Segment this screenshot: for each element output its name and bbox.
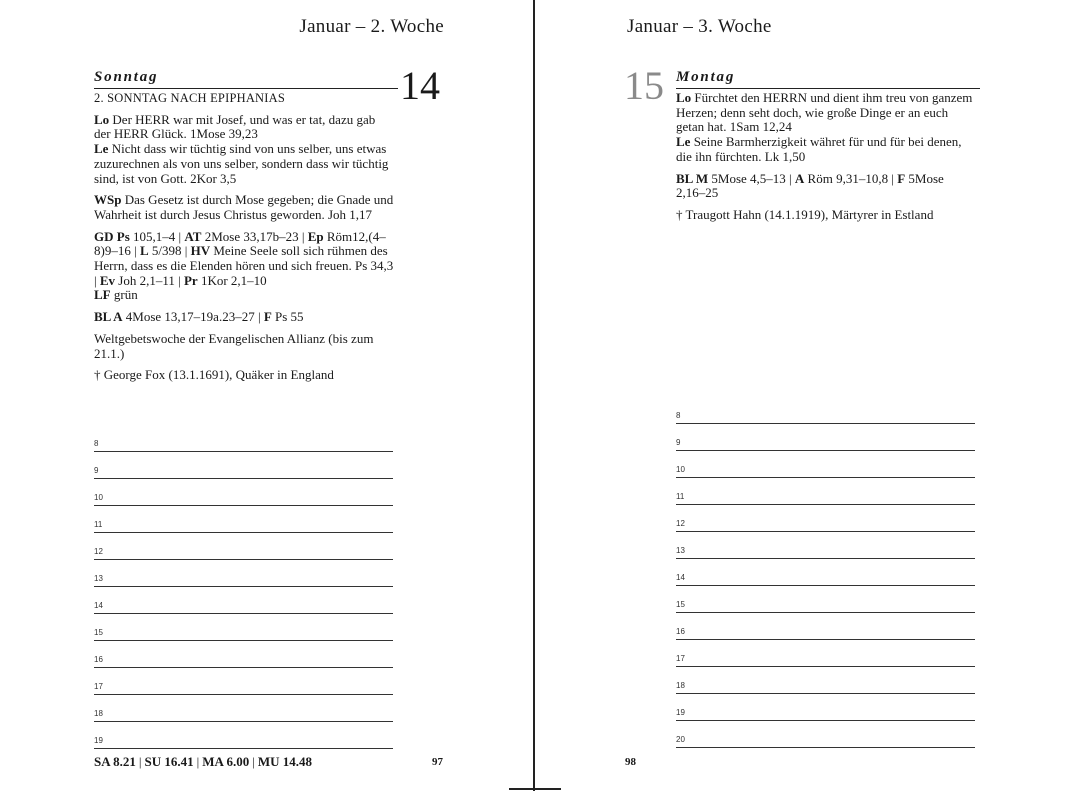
hour-line xyxy=(676,505,975,532)
memorial: † Traugott Hahn (14.1.1919), Märtyrer in Estland xyxy=(676,206,934,222)
hour-label: 18 xyxy=(676,681,685,690)
hour-label: 10 xyxy=(94,493,103,502)
hour-line xyxy=(94,506,393,533)
bl-text: 5Mose 4,5–13 | xyxy=(708,170,795,186)
hour-line xyxy=(676,613,975,640)
le-label: Le xyxy=(94,141,109,157)
sunday-name: 2. SONNTAG NACH EPIPHANIAS xyxy=(94,91,286,105)
hour-line xyxy=(94,587,393,614)
hour-label: 16 xyxy=(94,655,103,664)
service-readings xyxy=(94,230,394,304)
l-text: 5/398 | xyxy=(148,243,191,259)
hour-line xyxy=(94,722,393,749)
hour-line xyxy=(94,479,393,506)
hour-line xyxy=(676,559,975,586)
bl-text: 4Mose 13,17–19a.23–27 | xyxy=(122,309,264,325)
note: Weltgebetswoche der Evangelischen Allianz (bis zum 21.1.) xyxy=(94,330,374,361)
at-label: AT xyxy=(184,228,202,244)
hour-line xyxy=(676,532,975,559)
hour-label: 17 xyxy=(94,682,103,691)
hour-label: 20 xyxy=(676,735,685,744)
hour-line xyxy=(676,721,975,748)
hour-line xyxy=(676,667,975,694)
hv-text: Meine Seele soll sich rühmen des Herrn, dass es die Elenden hören und sich freuen. Ps 34,3 | xyxy=(94,243,394,288)
hour-label: 13 xyxy=(94,574,103,583)
hour-line xyxy=(676,451,975,478)
hour-label: 9 xyxy=(676,438,681,447)
losung-block xyxy=(676,91,976,165)
a-label: A xyxy=(794,170,805,186)
hour-label: 15 xyxy=(676,600,685,609)
left-page xyxy=(0,0,534,791)
bl-label: BL M xyxy=(676,170,709,186)
hour-line xyxy=(676,640,975,667)
hour-line xyxy=(676,694,975,721)
sunset: SU 16.41 xyxy=(144,754,194,769)
moonrise: MA 6.00 xyxy=(202,754,250,769)
a-text: Röm 9,31–10,8 | xyxy=(804,170,898,186)
lo-label: Lo xyxy=(676,90,692,105)
hour-label: 10 xyxy=(676,465,685,474)
hour-label: 12 xyxy=(676,519,685,528)
memorial: † George Fox (13.1.1691), Quäker in England xyxy=(94,367,334,383)
lo-text: Der HERR war mit Josef, und was er tat, dazu gab der HERR Glück. 1Mose 39,23 xyxy=(94,111,376,142)
week-title: Januar – 3. Woche xyxy=(627,16,772,37)
losung-block xyxy=(94,113,394,187)
f-label: F xyxy=(263,309,272,325)
sun-moon-times xyxy=(94,754,312,770)
hour-lines xyxy=(676,397,975,748)
hour-line xyxy=(676,424,975,451)
pr-label: Pr xyxy=(183,272,198,288)
day-number: 14 xyxy=(400,66,440,106)
day-header xyxy=(676,68,980,89)
lo-label: Lo xyxy=(94,111,110,127)
day-name: Sonntag xyxy=(94,69,159,85)
separator: | xyxy=(138,754,142,769)
hour-line xyxy=(94,641,393,668)
hour-line xyxy=(94,425,393,452)
moonset: MU 14.48 xyxy=(257,754,312,769)
hour-label: 13 xyxy=(676,546,685,555)
gd-label: GD xyxy=(94,228,114,244)
le-text: Nicht dass wir tüchtig sind von uns selber, uns etwas zuzurechnen als von uns selber, sondern dass wir tüchtig sind, ist von Gott. 2Kor 3,5 xyxy=(94,141,389,186)
hour-line xyxy=(94,614,393,641)
day-header xyxy=(94,68,398,89)
day-content xyxy=(94,91,394,390)
hour-label: 14 xyxy=(94,601,103,610)
hour-label: 8 xyxy=(676,411,681,420)
at-text: 2Mose 33,17b–23 | xyxy=(201,228,308,244)
hour-line xyxy=(94,533,393,560)
hour-line xyxy=(94,695,393,722)
f-text: Ps 55 xyxy=(271,309,304,325)
hour-line xyxy=(94,560,393,587)
ep-text: Röm12,(4–8)9–16 | xyxy=(94,228,386,259)
week-title: Januar – 2. Woche xyxy=(299,16,444,37)
hour-label: 11 xyxy=(676,492,685,501)
hour-line xyxy=(676,586,975,613)
hour-line xyxy=(676,397,975,424)
hour-line xyxy=(676,478,975,505)
wsp-text: Das Gesetz ist durch Mose gegeben; die Gnade und Wahrheit ist durch Jesus Christus geworden. Joh 1,17 xyxy=(94,192,394,222)
day-number: 15 xyxy=(624,63,664,108)
pr-text: 1Kor 2,1–10 xyxy=(197,272,267,288)
lo-text: Fürchtet den HERRN und dient ihm treu von ganzem Herzen; denn seht doch, wie große Dinge er an euch getan hat. 1Sam 12,24 xyxy=(676,90,973,135)
hour-label: 9 xyxy=(94,466,99,475)
ev-text: Joh 2,1–11 | xyxy=(115,272,184,288)
bl-label: BL A xyxy=(94,309,123,325)
hour-line xyxy=(94,668,393,695)
ps-text: 105,1–4 | xyxy=(129,228,185,244)
hour-label: 19 xyxy=(676,708,685,717)
page-number: 98 xyxy=(625,756,636,768)
hour-label: 15 xyxy=(94,628,103,637)
bible-reading xyxy=(676,172,976,201)
separator: | xyxy=(252,754,255,769)
ep-label: Ep xyxy=(307,228,324,244)
f-label: F xyxy=(897,170,906,186)
sunrise: SA 8.21 xyxy=(94,754,136,769)
hour-label: 8 xyxy=(94,439,99,448)
ev-label: Ev xyxy=(99,272,116,288)
lf-label: LF xyxy=(94,287,111,303)
hour-label: 11 xyxy=(94,520,103,529)
lf-text: grün xyxy=(110,287,138,303)
ps-label: Ps xyxy=(116,228,130,244)
le-text: Seine Barmherzigkeit währet für und für bei denen, die ihn fürchten. Lk 1,50 xyxy=(676,134,962,164)
f-text: 5Mose 2,16–25 xyxy=(676,170,944,201)
page-number: 97 xyxy=(432,756,443,768)
bible-reading xyxy=(94,310,394,325)
weekly-verse xyxy=(94,193,394,222)
hv-label: HV xyxy=(190,243,211,259)
hour-label: 16 xyxy=(676,627,685,636)
wsp-label: WSp xyxy=(94,192,122,208)
hour-label: 14 xyxy=(676,573,685,582)
hour-lines xyxy=(94,425,393,749)
hour-label: 17 xyxy=(676,654,685,663)
hour-label: 19 xyxy=(94,736,103,745)
l-label: L xyxy=(139,243,149,259)
day-name: Montag xyxy=(676,69,736,85)
hour-label: 18 xyxy=(94,709,103,718)
le-label: Le xyxy=(676,134,691,150)
hour-line xyxy=(94,452,393,479)
hour-label: 12 xyxy=(94,547,103,556)
day-content xyxy=(676,91,976,230)
separator: | xyxy=(196,754,200,769)
right-page xyxy=(535,0,1069,791)
